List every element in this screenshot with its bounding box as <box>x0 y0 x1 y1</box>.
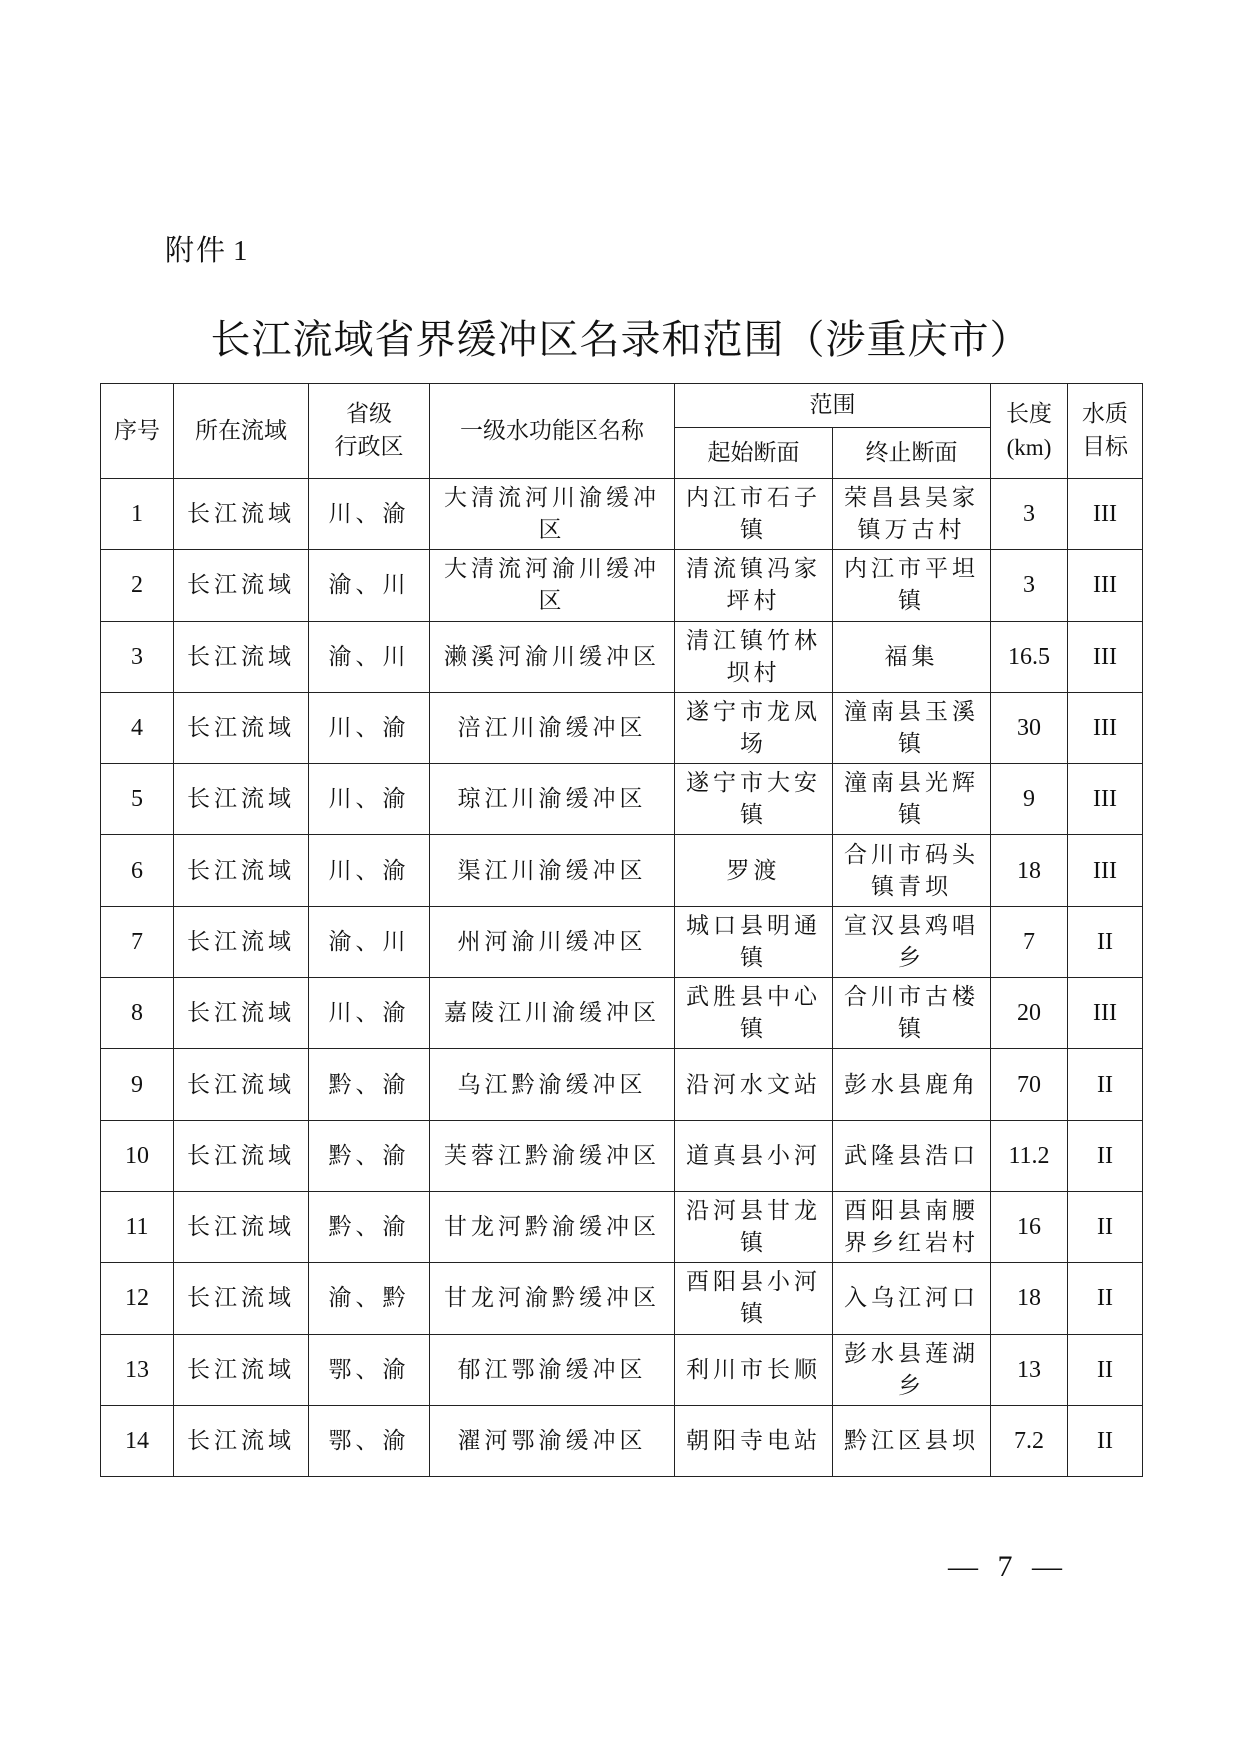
cell-zone: 大清流河渝川缓冲区 <box>430 550 675 621</box>
attachment-label <box>165 228 250 269</box>
cell-length: 70 <box>991 1049 1068 1120</box>
cell-start: 沿河水文站 <box>675 1049 833 1120</box>
table-row <box>101 835 1143 906</box>
table-row <box>101 764 1143 835</box>
cell-zone: 郁江鄂渝缓冲区 <box>430 1334 675 1405</box>
cell-zone: 大清流河川渝缓冲区 <box>430 479 675 550</box>
cell-end: 入乌江河口 <box>833 1263 991 1334</box>
cell-basin: 长江流域 <box>174 764 309 835</box>
cell-end: 内江市平坦镇 <box>833 550 991 621</box>
cell-end: 彭水县莲湖乡 <box>833 1334 991 1405</box>
cell-province: 川、渝 <box>309 978 430 1049</box>
cell-province: 黔、渝 <box>309 1120 430 1191</box>
cell-quality: III <box>1068 550 1143 621</box>
cell-end: 酉阳县南腰界乡红岩村 <box>833 1191 991 1262</box>
cell-province: 渝、川 <box>309 550 430 621</box>
cell-province: 渝、川 <box>309 906 430 977</box>
cell-seq: 14 <box>101 1405 174 1476</box>
cell-start: 道真县小河 <box>675 1120 833 1191</box>
cell-zone: 濑溪河渝川缓冲区 <box>430 621 675 692</box>
cell-basin: 长江流域 <box>174 621 309 692</box>
table-row <box>101 978 1143 1049</box>
cell-quality: II <box>1068 906 1143 977</box>
cell-length: 3 <box>991 550 1068 621</box>
table-row <box>101 1049 1143 1120</box>
header-start: 起始断面 <box>675 428 833 479</box>
cell-start: 清流镇冯家坪村 <box>675 550 833 621</box>
cell-end: 合川市古楼镇 <box>833 978 991 1049</box>
cell-zone: 芙蓉江黔渝缓冲区 <box>430 1120 675 1191</box>
cell-basin: 长江流域 <box>174 479 309 550</box>
cell-start: 罗渡 <box>675 835 833 906</box>
cell-basin: 长江流域 <box>174 1049 309 1120</box>
document-title: 长江流域省界缓冲区名录和范围（涉重庆市） <box>210 317 1031 363</box>
cell-province: 鄂、渝 <box>309 1334 430 1405</box>
cell-length: 3 <box>991 479 1068 550</box>
cell-zone: 涪江川渝缓冲区 <box>430 692 675 763</box>
table-row <box>101 1405 1143 1476</box>
cell-end: 合川市码头镇青坝 <box>833 835 991 906</box>
header-province-line1: 省级 <box>346 401 392 427</box>
cell-quality: III <box>1068 621 1143 692</box>
table-row <box>101 692 1143 763</box>
cell-start: 遂宁市大安镇 <box>675 764 833 835</box>
header-province-line2: 行政区 <box>334 434 404 460</box>
cell-length: 7.2 <box>991 1405 1068 1476</box>
cell-zone: 渠江川渝缓冲区 <box>430 835 675 906</box>
cell-quality: III <box>1068 692 1143 763</box>
cell-province: 黔、渝 <box>309 1191 430 1262</box>
header-seq: 序号 <box>101 384 174 479</box>
cell-province: 川、渝 <box>309 764 430 835</box>
cell-basin: 长江流域 <box>174 978 309 1049</box>
cell-seq: 1 <box>101 479 174 550</box>
cell-basin: 长江流域 <box>174 550 309 621</box>
cell-start: 武胜县中心镇 <box>675 978 833 1049</box>
cell-province: 黔、渝 <box>309 1049 430 1120</box>
cell-quality: II <box>1068 1120 1143 1191</box>
cell-province: 川、渝 <box>309 835 430 906</box>
cell-quality: II <box>1068 1049 1143 1120</box>
cell-seq: 3 <box>101 621 174 692</box>
cell-zone: 州河渝川缓冲区 <box>430 906 675 977</box>
cell-quality: III <box>1068 835 1143 906</box>
cell-start: 酉阳县小河镇 <box>675 1263 833 1334</box>
table-row <box>101 1191 1143 1262</box>
header-length <box>991 384 1068 479</box>
table-row <box>101 621 1143 692</box>
attachment-number: 1 <box>233 235 250 267</box>
cell-length: 9 <box>991 764 1068 835</box>
header-length-unit: (km) <box>1006 434 1052 460</box>
cell-length: 11.2 <box>991 1120 1068 1191</box>
cell-end: 潼南县光辉镇 <box>833 764 991 835</box>
cell-length: 30 <box>991 692 1068 763</box>
cell-zone: 乌江黔渝缓冲区 <box>430 1049 675 1120</box>
cell-zone: 甘龙河黔渝缓冲区 <box>430 1191 675 1262</box>
cell-quality: III <box>1068 479 1143 550</box>
header-quality-line1: 水质 <box>1082 401 1128 427</box>
cell-province: 渝、黔 <box>309 1263 430 1334</box>
header-zone-name: 一级水功能区名称 <box>430 384 675 479</box>
cell-start: 沿河县甘龙镇 <box>675 1191 833 1262</box>
cell-end: 福集 <box>833 621 991 692</box>
cell-seq: 7 <box>101 906 174 977</box>
header-quality <box>1068 384 1143 479</box>
cell-province: 川、渝 <box>309 479 430 550</box>
cell-province: 川、渝 <box>309 692 430 763</box>
cell-zone: 嘉陵江川渝缓冲区 <box>430 978 675 1049</box>
table-row <box>101 1334 1143 1405</box>
cell-end: 荣昌县吴家镇万古村 <box>833 479 991 550</box>
table-row <box>101 1263 1143 1334</box>
cell-start: 朝阳寺电站 <box>675 1405 833 1476</box>
attachment-text: 附件 <box>165 233 228 267</box>
cell-seq: 4 <box>101 692 174 763</box>
cell-zone: 濯河鄂渝缓冲区 <box>430 1405 675 1476</box>
cell-quality: II <box>1068 1263 1143 1334</box>
cell-seq: 11 <box>101 1191 174 1262</box>
cell-end: 潼南县玉溪镇 <box>833 692 991 763</box>
header-length-line1: 长度 <box>1006 400 1052 427</box>
cell-zone: 琼江川渝缓冲区 <box>430 764 675 835</box>
cell-basin: 长江流域 <box>174 1191 309 1262</box>
cell-basin: 长江流域 <box>174 1263 309 1334</box>
cell-length: 7 <box>991 906 1068 977</box>
page-number: — 7 — <box>948 1550 1068 1583</box>
header-end: 终止断面 <box>833 428 991 479</box>
buffer-zone-table <box>100 383 1143 1477</box>
cell-basin: 长江流域 <box>174 1334 309 1405</box>
cell-seq: 9 <box>101 1049 174 1120</box>
cell-seq: 2 <box>101 550 174 621</box>
cell-seq: 5 <box>101 764 174 835</box>
cell-quality: II <box>1068 1191 1143 1262</box>
cell-basin: 长江流域 <box>174 835 309 906</box>
cell-length: 13 <box>991 1334 1068 1405</box>
table-row <box>101 479 1143 550</box>
table-row <box>101 1120 1143 1191</box>
cell-seq: 13 <box>101 1334 174 1405</box>
header-province <box>309 384 430 479</box>
cell-end: 宣汉县鸡唱乡 <box>833 906 991 977</box>
header-range: 范围 <box>675 384 991 428</box>
cell-basin: 长江流域 <box>174 1405 309 1476</box>
cell-end: 武隆县浩口 <box>833 1120 991 1191</box>
cell-end: 彭水县鹿角 <box>833 1049 991 1120</box>
table-row <box>101 550 1143 621</box>
table-row <box>101 906 1143 977</box>
cell-start: 城口县明通镇 <box>675 906 833 977</box>
cell-seq: 8 <box>101 978 174 1049</box>
cell-length: 20 <box>991 978 1068 1049</box>
cell-quality: III <box>1068 978 1143 1049</box>
cell-zone: 甘龙河渝黔缓冲区 <box>430 1263 675 1334</box>
cell-quality: III <box>1068 764 1143 835</box>
cell-start: 清江镇竹林坝村 <box>675 621 833 692</box>
cell-start: 遂宁市龙凤场 <box>675 692 833 763</box>
cell-start: 利川市长顺 <box>675 1334 833 1405</box>
cell-length: 16 <box>991 1191 1068 1262</box>
cell-length: 18 <box>991 835 1068 906</box>
cell-length: 18 <box>991 1263 1068 1334</box>
cell-province: 鄂、渝 <box>309 1405 430 1476</box>
cell-province: 渝、川 <box>309 621 430 692</box>
cell-start: 内江市石子镇 <box>675 479 833 550</box>
header-basin: 所在流域 <box>174 384 309 479</box>
cell-basin: 长江流域 <box>174 906 309 977</box>
cell-seq: 10 <box>101 1120 174 1191</box>
cell-end: 黔江区县坝 <box>833 1405 991 1476</box>
cell-seq: 6 <box>101 835 174 906</box>
cell-basin: 长江流域 <box>174 692 309 763</box>
cell-length: 16.5 <box>991 621 1068 692</box>
cell-basin: 长江流域 <box>174 1120 309 1191</box>
cell-quality: II <box>1068 1334 1143 1405</box>
cell-quality: II <box>1068 1405 1143 1476</box>
header-quality-line2: 目标 <box>1082 434 1128 460</box>
cell-seq: 12 <box>101 1263 174 1334</box>
